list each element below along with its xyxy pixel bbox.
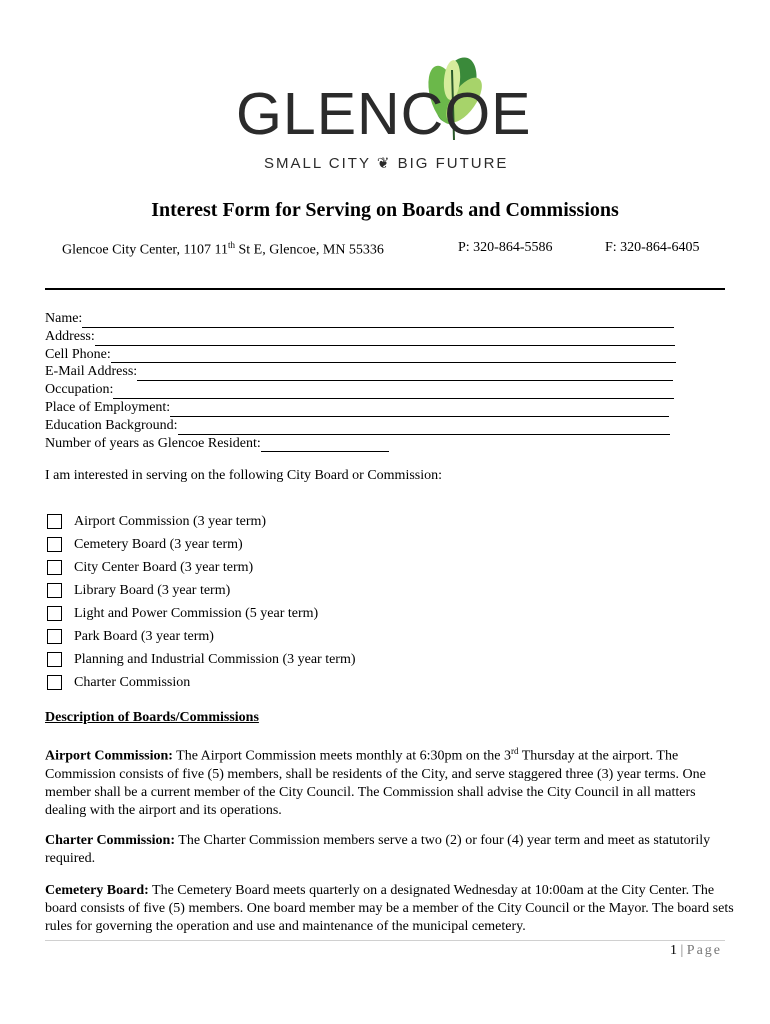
years-resident-field[interactable]: Number of years as Glencoe Resident: xyxy=(45,435,676,453)
checkbox[interactable] xyxy=(47,583,62,598)
board-option[interactable]: Cemetery Board (3 year term) xyxy=(47,533,356,556)
board-option[interactable]: Library Board (3 year term) xyxy=(47,579,356,602)
cemetery-description: Cemetery Board: The Cemetery Board meets quarterly on a designated Wednesday at 10:00am at the City Center. The board consists of five (5) members. One board member may be a member of the City Council or the Mayor. The board sets rules for governing the operation and use and maintenance of the municipal cemetery. xyxy=(45,883,734,934)
checkbox[interactable] xyxy=(47,537,62,552)
airport-description: Airport Commission: The Airport Commission meets monthly at 6:30pm on the 3rd Thursday at the airport. The Commission consists of five (5) members, shall be residents of the City, and serve staggered three (3) year terms. One member shall be a current member of the City Council. The Commission shall advise the City Council in all matters dealing with the airport and its operations. xyxy=(45,746,706,818)
charter-description: Charter Commission: The Charter Commission members serve a two (2) or four (4) year term and meet as statutorily required. xyxy=(45,833,711,866)
employment-field[interactable]: Place of Employment: xyxy=(45,399,676,417)
glencoe-logo xyxy=(236,50,536,180)
descriptions-heading: Description of Boards/Commissions xyxy=(45,710,259,725)
checkbox[interactable] xyxy=(47,675,62,690)
logo-wordmark: GLENCOE xyxy=(236,81,532,147)
board-option[interactable]: Planning and Industrial Commission (3 year term) xyxy=(47,648,356,671)
header-divider xyxy=(45,288,725,290)
board-checklist xyxy=(47,510,356,694)
logo-tagline: SMALL CITY ❦ BIG FUTURE xyxy=(264,155,509,172)
occupation-field[interactable]: Occupation: xyxy=(45,381,676,399)
checkbox[interactable] xyxy=(47,606,62,621)
address-field[interactable]: Address: xyxy=(45,328,676,346)
board-option[interactable]: Park Board (3 year term) xyxy=(47,625,356,648)
footer-divider xyxy=(45,940,725,941)
checkbox[interactable] xyxy=(47,560,62,575)
page-number: 1 | Page xyxy=(669,943,722,958)
checkbox[interactable] xyxy=(47,652,62,667)
name-field[interactable]: Name: xyxy=(45,310,676,328)
phone-number: P: 320-864-5586 xyxy=(458,240,553,255)
board-option[interactable]: Light and Power Commission (5 year term) xyxy=(47,602,356,625)
applicant-fields xyxy=(45,310,676,452)
board-option[interactable]: Airport Commission (3 year term) xyxy=(47,510,356,533)
checkbox[interactable] xyxy=(47,629,62,644)
interest-statement: I am interested in serving on the following City Board or Commission: xyxy=(45,468,443,483)
board-option[interactable]: City Center Board (3 year term) xyxy=(47,556,356,579)
cell-phone-field[interactable]: Cell Phone: xyxy=(45,346,676,364)
email-field[interactable]: E-Mail Address: xyxy=(45,363,676,381)
city-address: Glencoe City Center, 1107 11th St E, Glencoe, MN 55336 xyxy=(62,240,384,258)
board-option[interactable]: Charter Commission xyxy=(47,671,356,694)
education-field[interactable]: Education Background: xyxy=(45,417,676,435)
fax-number: F: 320-864-6405 xyxy=(605,240,700,255)
checkbox[interactable] xyxy=(47,514,62,529)
page-title: Interest Form for Serving on Boards and Commissions xyxy=(151,199,619,221)
